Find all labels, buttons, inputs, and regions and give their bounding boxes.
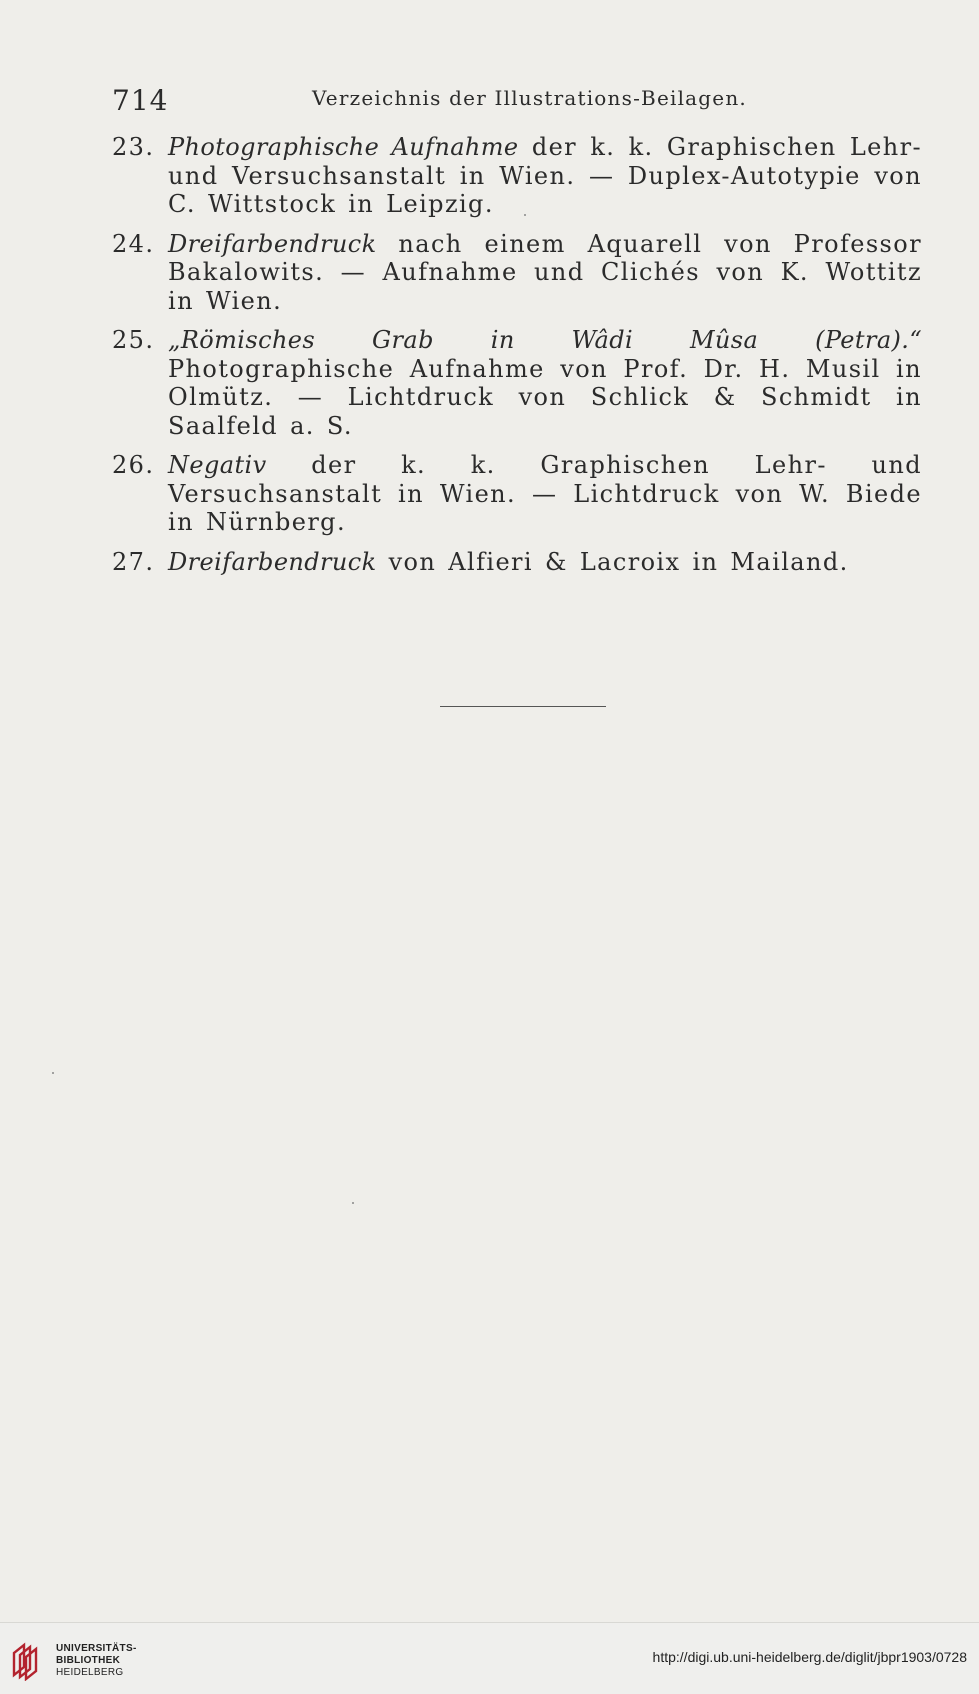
entry-text: nach einem Aquarell von Professor Bakalowits. — Aufnahme und Clichés von K. Wottitz in Wien. (168, 229, 922, 315)
library-name (56, 1643, 137, 1679)
library-logo-icon (10, 1641, 50, 1681)
entry-number: 25. (112, 326, 155, 354)
paper-speck (524, 214, 526, 216)
illustration-list (112, 133, 922, 587)
library-name-line: UNIVERSITÄTS- (56, 1643, 137, 1654)
entry-title: Negativ (168, 451, 267, 479)
entry-number: 26. (112, 451, 155, 479)
list-item (112, 548, 922, 577)
list-item (112, 230, 922, 316)
entry-title: Dreifarbendruck (168, 547, 377, 576)
entry-text: der k. k. Graphischen Lehr- und Versuchsanstalt in Wien. — Duplex-Autotypie von C. Wittstock in Leipzig. (168, 133, 923, 218)
paper-speck (52, 1072, 54, 1074)
entry-title: Dreifarbendruck (168, 229, 377, 258)
running-title: Verzeichnis der Illustrations-Beilagen. (312, 86, 747, 110)
entry-number: 24. (112, 229, 155, 258)
list-item (112, 326, 922, 440)
list-item (112, 133, 922, 219)
entry-text: von Alfieri & Lacroix in Mailand. (376, 547, 849, 576)
viewer-footer (0, 1622, 979, 1694)
entry-text: der k. k. Graphischen Lehr- und Versuchsanstalt in Wien. — Lichtdruck von W. Biede in Nürnberg. (168, 451, 922, 536)
library-name-line: BIBLIOTHEK (56, 1655, 121, 1666)
paper-speck (352, 1202, 354, 1204)
source-url[interactable]: http://digi.ub.uni-heidelberg.de/diglit/jbpr1903/0728 (652, 1649, 967, 1665)
section-divider (440, 706, 606, 707)
entry-number: 27. (112, 547, 155, 576)
entry-number: 23. (112, 133, 155, 161)
entry-text: Photographische Aufnahme von Prof. Dr. H. Musil in Olmütz. — Lichtdruck von Schlick & Schmidt in Saalfeld a. S. (168, 354, 922, 440)
page-number: 714 (112, 84, 169, 117)
entry-title: „Römisches Grab in Wâdi Mûsa (Petra).“ (168, 326, 922, 354)
entry-title: Photographische Aufnahme (168, 133, 519, 161)
library-name-line: HEIDELBERG (56, 1667, 124, 1678)
list-item (112, 451, 922, 537)
